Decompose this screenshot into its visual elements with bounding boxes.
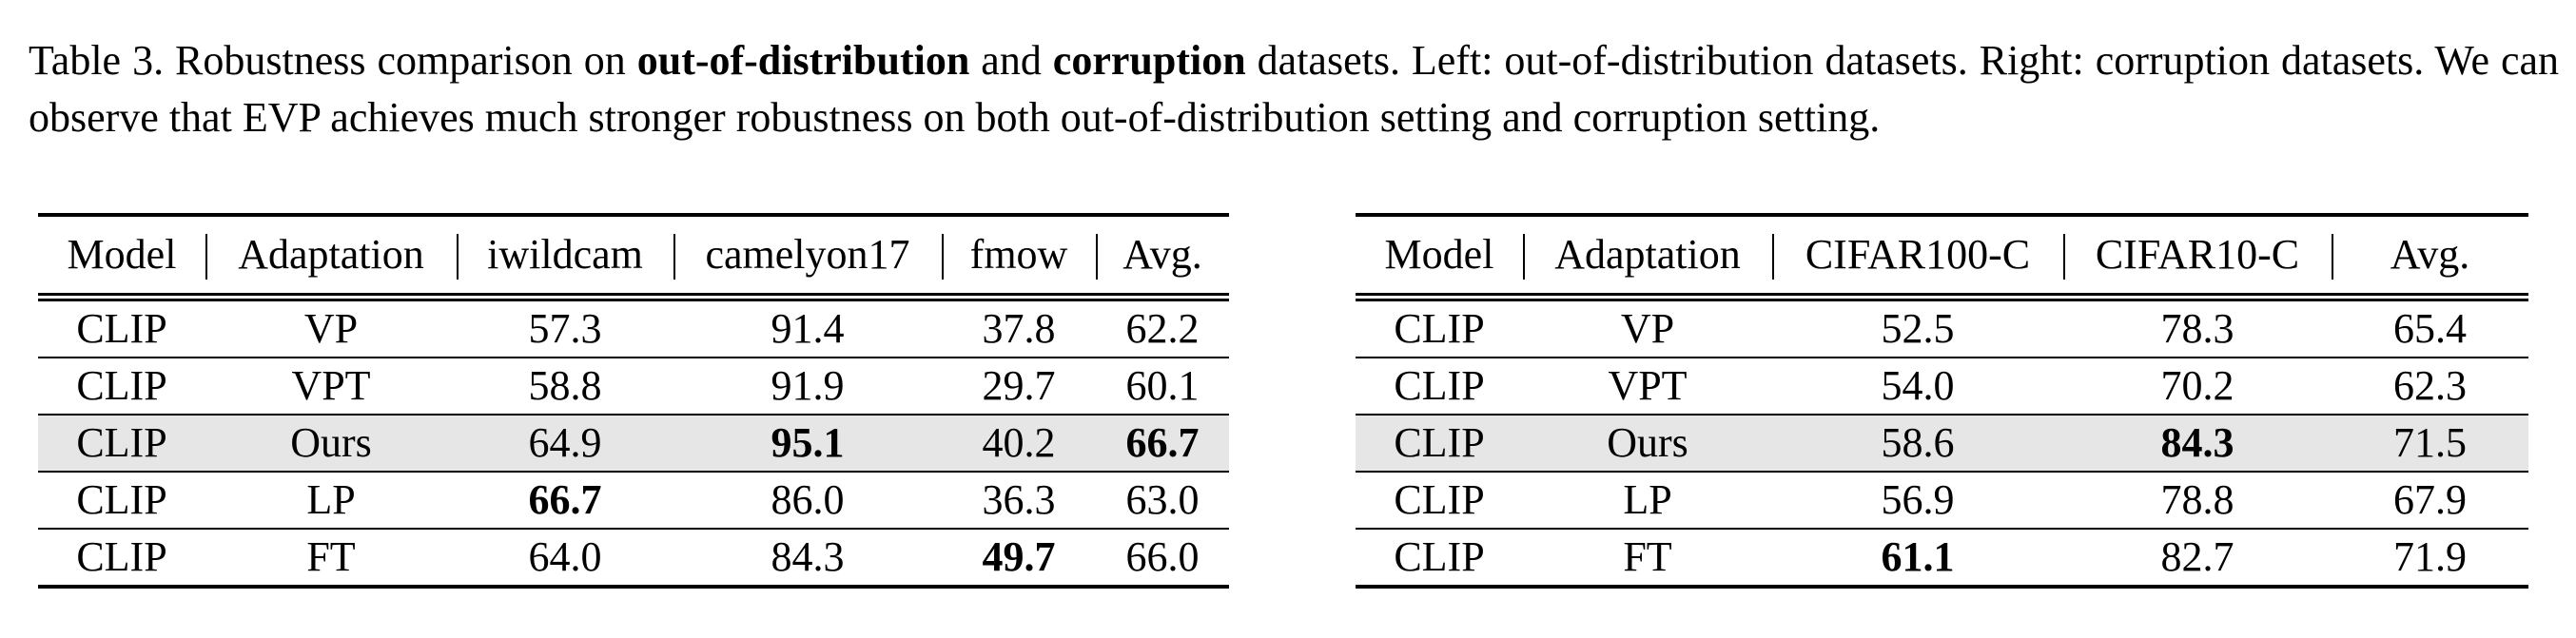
caption-prefix: Table 3. Robustness comparison on — [29, 37, 637, 84]
cell-model: CLIP — [1356, 415, 1523, 472]
cell-adaptation: Ours — [205, 415, 457, 472]
table-row — [38, 358, 1229, 415]
cell-model: CLIP — [38, 415, 205, 472]
cell-iwildcam-best: 66.7 — [457, 472, 673, 529]
cell-camelyon17: 84.3 — [673, 529, 942, 587]
header-adaptation: Adaptation — [1523, 215, 1772, 298]
cell-cifar10c: 70.2 — [2063, 358, 2332, 415]
ood-results-table — [38, 213, 1229, 589]
cell-adaptation: FT — [205, 529, 457, 587]
cell-iwildcam: 64.0 — [457, 529, 673, 587]
header-adaptation: Adaptation — [205, 215, 457, 298]
table-row — [38, 529, 1229, 587]
cell-model: CLIP — [1356, 358, 1523, 415]
cell-cifar10c-best: 84.3 — [2063, 415, 2332, 472]
header-model: Model — [1356, 215, 1523, 298]
cell-model: CLIP — [1356, 529, 1523, 587]
cell-cifar100c: 52.5 — [1881, 305, 1955, 352]
table-row-highlighted — [38, 415, 1229, 472]
table-row — [38, 472, 1229, 529]
cell-model: CLIP — [38, 472, 205, 529]
table-row — [1356, 298, 2528, 358]
cell-avg: 65.4 — [2393, 305, 2467, 352]
cell-adaptation: LP — [1523, 472, 1772, 529]
caption-bold-corruption: corruption — [1052, 37, 1246, 84]
header-avg: Avg. — [1096, 215, 1229, 298]
caption-mid: and — [969, 37, 1053, 84]
cell-avg: 71.9 — [2332, 529, 2528, 587]
cell-fmow-best: 49.7 — [942, 529, 1096, 587]
cell-cifar100c: 54.0 — [1772, 358, 2063, 415]
cell-camelyon17-best: 95.1 — [673, 415, 942, 472]
table-header-row — [1356, 215, 2528, 298]
table-header-row — [38, 215, 1229, 298]
table-row — [1356, 472, 2528, 529]
cell-fmow: 29.7 — [942, 358, 1096, 415]
cell-avg: 66.0 — [1096, 529, 1229, 587]
cell-avg: 60.1 — [1096, 358, 1229, 415]
caption-bold-ood: out-of-distribution — [636, 37, 970, 84]
cell-avg-best: 66.7 — [1096, 415, 1229, 472]
cell-iwildcam: 57.3 — [528, 305, 602, 352]
cell-fmow: 40.2 — [942, 415, 1096, 472]
table-caption — [29, 32, 2559, 146]
cell-fmow: 37.8 — [982, 305, 1056, 352]
cell-model: CLIP — [38, 358, 205, 415]
cell-model: CLIP — [1356, 472, 1523, 529]
caption-suffix: datasets. Left: out-of-distribution datasets. Right: corruption datasets. We can observe that EVP achieves much stronger robustness on both out-of-distribution setting and corruption setting. — [29, 37, 2559, 141]
cell-avg: 62.2 — [1125, 305, 1200, 352]
cell-adaptation: LP — [205, 472, 457, 529]
cell-model: CLIP — [38, 529, 205, 587]
cell-avg: 71.5 — [2332, 415, 2528, 472]
header-avg: Avg. — [2332, 215, 2528, 298]
table-row — [1356, 529, 2528, 587]
header-cifar100c: CIFAR100-C — [1772, 215, 2063, 298]
cell-adaptation: Ours — [1523, 415, 1772, 472]
cell-camelyon17: 91.9 — [673, 358, 942, 415]
header-fmow: fmow — [942, 215, 1096, 298]
cell-adaptation: VP — [303, 305, 359, 352]
cell-iwildcam: 64.9 — [457, 415, 673, 472]
cell-iwildcam: 58.8 — [457, 358, 673, 415]
cell-cifar10c: 78.3 — [2160, 305, 2234, 352]
cell-adaptation: FT — [1523, 529, 1772, 587]
header-camelyon17: camelyon17 — [673, 215, 942, 298]
cell-cifar10c: 78.8 — [2063, 472, 2332, 529]
table-row-highlighted — [1356, 415, 2528, 472]
cell-cifar100c: 58.6 — [1772, 415, 2063, 472]
cell-avg: 63.0 — [1096, 472, 1229, 529]
cell-adaptation: VPT — [205, 358, 457, 415]
cell-avg: 67.9 — [2332, 472, 2528, 529]
table-row — [1356, 358, 2528, 415]
cell-adaptation: VPT — [1523, 358, 1772, 415]
cell-model: CLIP — [76, 305, 167, 352]
corruption-results-table — [1356, 213, 2528, 589]
cell-avg: 62.3 — [2332, 358, 2528, 415]
cell-cifar10c: 82.7 — [2063, 529, 2332, 587]
header-cifar10c: CIFAR10-C — [2063, 215, 2332, 298]
cell-model: CLIP — [1394, 305, 1485, 352]
cell-adaptation: VP — [1620, 305, 1675, 352]
cell-cifar100c-best: 61.1 — [1772, 529, 2063, 587]
cell-fmow: 36.3 — [942, 472, 1096, 529]
header-iwildcam: iwildcam — [457, 215, 673, 298]
table-row — [38, 298, 1229, 358]
cell-camelyon17: 91.4 — [771, 305, 845, 352]
header-model: Model — [38, 215, 205, 298]
cell-cifar100c: 56.9 — [1772, 472, 2063, 529]
cell-camelyon17: 86.0 — [673, 472, 942, 529]
